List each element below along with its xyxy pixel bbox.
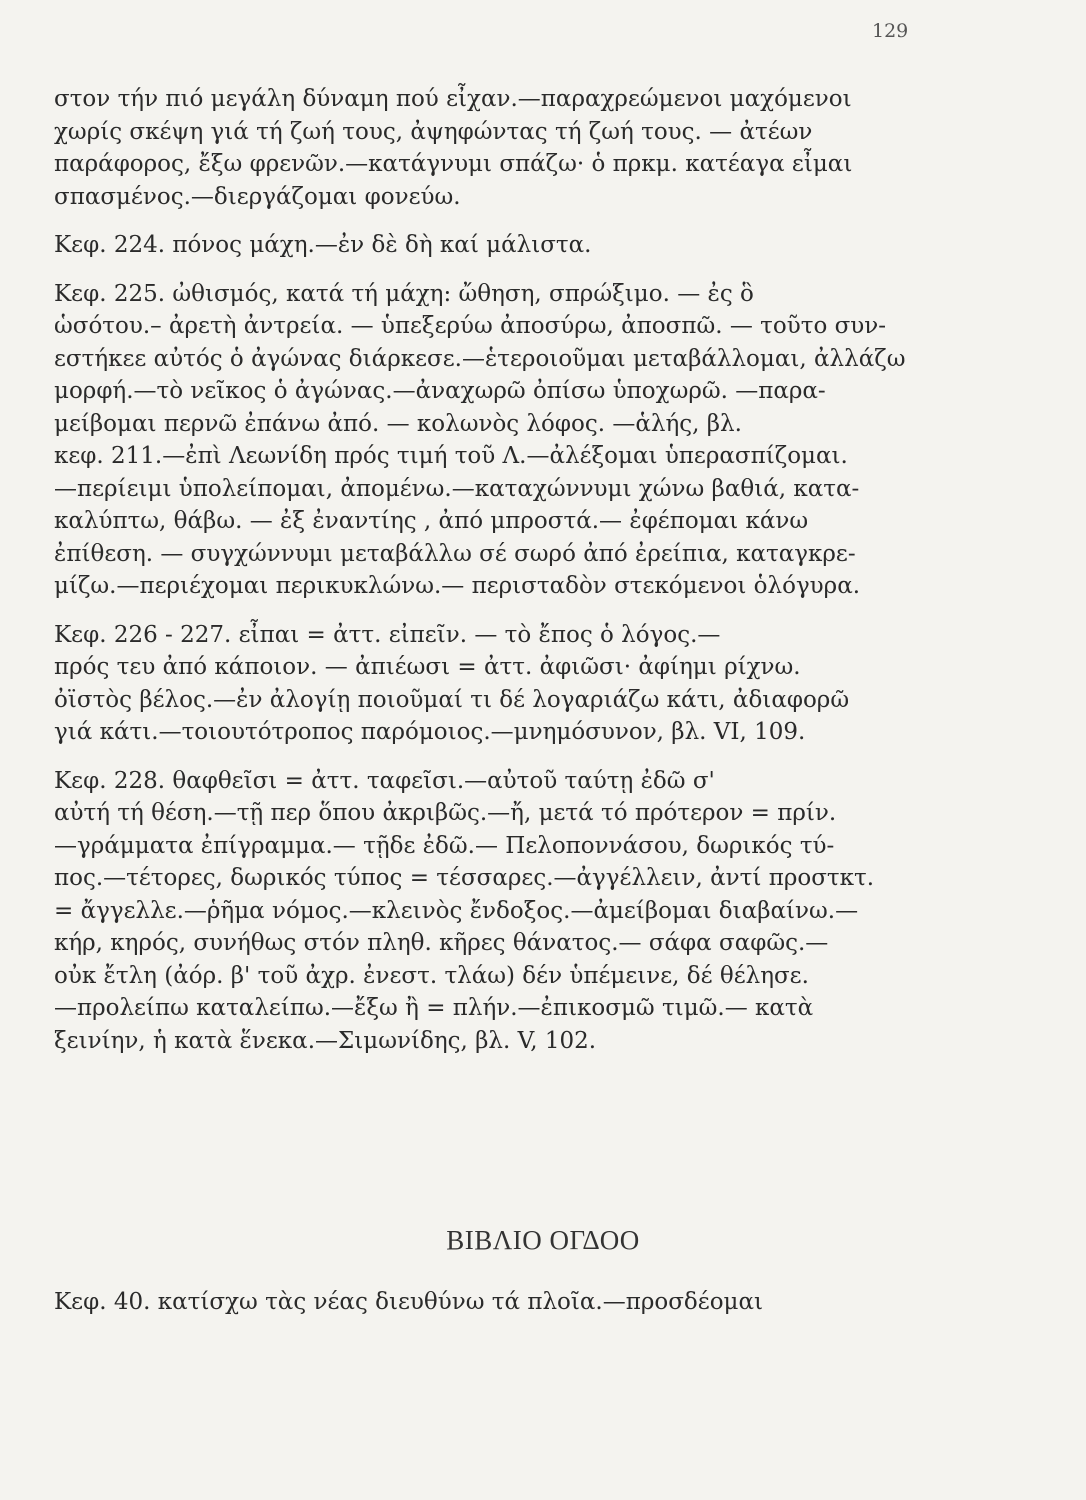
page-number: 129 [872,20,909,42]
text-line: μείβομαι περνῶ ἐπάνω ἀπό. — κολωνὸς λόφος. —ἁλής, βλ. [54,410,742,437]
text-line: μορφή.—τὸ νεῖκος ὁ ἀγώνας.—ἀναχωρῶ ὀπίσω ὑποχωρῶ. —παρα- [54,378,826,404]
text-line: οὐκ ἔτλη (ἀόρ. β' τοῦ ἀχρ. ἐνεστ. τλάω) δέν ὑπέμεινε, δέ θέλησε. [54,962,809,989]
paragraph-kef-225 [54,278,934,603]
text-line: Κεφ. 224. πόνος μάχη.—ἐν δὲ δὴ καί μάλιστα. [54,232,592,258]
text-line: κήρ, κηρός, συνήθως στόν πληθ. κῆρες θάνατος.— σάφα σαφῶς.— [54,930,829,956]
text-line: γιά κάτι.—τοιουτότροπος παρόμοιος.—μνημόσυνον, βλ. VI, 109. [54,719,806,745]
paragraph-kef-224 [54,229,934,262]
text-line: καλύπτω, θάβω. — ἐξ ἐναντίης , ἀπό μπροστά.— ἐφέπομαι κάνω [54,508,809,534]
paragraph-kef-228 [54,765,934,1058]
text-line: στον τήν πιό μεγάλη δύναμη πού εἶχαν.—παραχρεώμενοι μαχόμενοι [54,86,852,112]
book-title: ΒΙΒΛΙΟ ΟΓΔΟΟ [446,1225,640,1255]
text-line-kef-40: Κεφ. 40. κατίσχω τὰς νέας διευθύνω τά πλοῖα.—προσδέομαι [54,1289,764,1315]
text-line: πος.—τέτορες, δωρικός τύπος = τέσσαρες.—ἀγγέλλειν, ἀντί προστκτ. [54,865,875,891]
text-line: κεφ. 211.—ἐπὶ Λεωνίδη πρός τιμή τοῦ Λ.—ἀλέξομαι ὑπερασπίζομαι. [54,443,848,469]
text-line: Κεφ. 228. θαφθεῖσι = ἀττ. ταφεῖσι.—αὐτοῦ ταύτῃ ἐδῶ σ' [54,767,715,794]
text-line: μίζω.—περιέχομαι περικυκλώνω.— περισταδὸν στεκόμενοι ὁλόγυρα. [54,573,861,599]
text-line: εστήκεε αὐτός ὁ ἀγώνας διάρκεσε.—ἑτεροιοῦμαι μεταβάλλομαι, ἀλλάζω [54,345,906,372]
commentary-text [54,83,934,1057]
text-line: αὐτή τή θέση.—τῇ περ ὅπου ἀκριβῶς.—ἤ, μετά τό πρότερον = πρίν. [54,800,837,826]
text-line: ὡσότου.– ἀρετὴ ἀντρεία. — ὑπεξερύω ἀποσύρω, ἀποσπῶ. — τοῦτο συν- [54,313,887,339]
text-line: ἐπίθεση. — συγχώννυμι μεταβάλλω σέ σωρό ἀπό ἐρείπια, καταγκρε- [54,540,856,567]
text-line: πρός τευ ἀπό κάποιον. — ἀπιέωσι = ἀττ. ἀφιῶσι· ἀφίημι ρίχνω. [54,654,801,680]
text-line: σπασμένος.—διεργάζομαι φονεύω. [54,183,461,210]
text-line: —περίειμι ὑπολείπομαι, ἀπομένω.—καταχώννυμι χώνω βαθιά, κατα- [54,475,860,502]
text-line: ὀϊστὸς βέλος.—ἐν ἀλογίῃ ποιοῦμαί τι δέ λογαριάζω κάτι, ἀδιαφορῶ [54,686,850,713]
paragraph-continuation [54,83,934,213]
text-line: = ἄγγελλε.—ῥῆμα νόμος.—κλεινὸς ἔνδοξος.—ἀμείβομαι διαβαίνω.— [54,897,859,924]
text-line: παράφορος, ἔξω φρενῶν.—κατάγνυμι σπάζω· ὁ πρκμ. κατέαγα εἶμαι [54,151,853,177]
text-line: —προλείπω καταλείπω.—ἔξω ἢ = πλήν.—ἐπικοσμῶ τιμῶ.— κατὰ [54,995,814,1021]
paragraph-kef-226-227 [54,619,934,749]
text-line: χωρίς σκέψη γιά τή ζωή τους, ἀψηφώντας τή ζωή τους. — ἀτέων [54,118,813,145]
text-line: —γράμματα ἐπίγραμμα.— τῇδε ἐδῶ.— Πελοποννάσου, δωρικός τύ- [54,832,835,859]
text-line: Κεφ. 226 - 227. εἶπαι = ἀττ. εἰπεῖν. — τὸ ἔπος ὁ λόγος.— [54,621,721,648]
text-line: Κεφ. 225. ὠθισμός, κατά τή μάχη: ὤθηση, σπρώξιμο. — ἐς ὃ [54,280,754,307]
text-line: ξεινίην, ἡ κατὰ ἕνεκα.—Σιμωνίδης, βλ. V, 102. [54,1027,597,1054]
